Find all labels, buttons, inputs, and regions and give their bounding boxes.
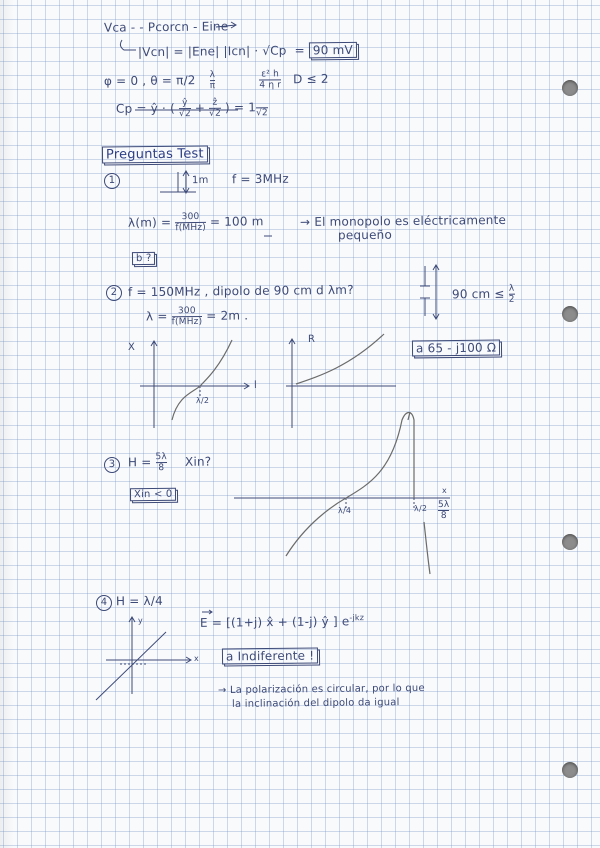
- graph2-y-label: R: [307, 333, 316, 346]
- note-line-3: φ = 0 , θ = π/2 $\frac{\lambda}{\pi}$ $\frac{\text{ε² h}}{\text{4 η r}}$ D ≤ 2: [103, 69, 329, 92]
- note-line-1: Vca - - Pcorcn - Eine: [103, 19, 229, 35]
- q4-efield: E = [(1+j) x̂ + (1-j) ŷ ] $e^{-jkz}$: [199, 613, 365, 630]
- q2-wavelength: λ = $\frac{300}{\text{f(MHz)}}$ = 2m .: [145, 306, 249, 328]
- q3-answer: Xin < 0: [130, 488, 177, 501]
- monopole-height: 1m: [191, 174, 209, 187]
- section-title: Preguntas Test: [102, 145, 208, 163]
- question-1-number: 1: [104, 172, 120, 189]
- note-line-4: Cp = ŷ · ( $\frac{ŷ}{√2}$ + $\frac{\text{ẑ}}{√2}$ ) = 1 √2: [115, 97, 269, 120]
- q1-frequency: f = 3MHz: [231, 171, 289, 187]
- q2-statement: f = 150MHz , dipolo de 90 cm d λm?: [127, 282, 354, 300]
- q4-remark: → La polarización es circular, por lo que: [217, 682, 425, 697]
- question-4-number: 4: [96, 594, 112, 611]
- q4-y-axis-label: y: [137, 615, 143, 626]
- q4-height: H = λ/4: [115, 593, 163, 609]
- q1-remark-2: pequeño: [337, 227, 393, 243]
- q1-wavelength: λ(m) = $\frac{300}{\text{f(MHz)}}$ = 100 m: [127, 211, 264, 234]
- result-box: 90 mV: [309, 42, 357, 59]
- question-3-number: 3: [104, 456, 120, 473]
- q2-length-condition: 90 cm ≤ $\frac{\lambda}{2}$: [451, 283, 515, 305]
- graph1-x-label: l: [253, 379, 258, 392]
- question-2-number: 2: [106, 284, 122, 301]
- q4-answer: a Indiferente !: [222, 647, 318, 664]
- q3-x-axis-label: x: [441, 485, 447, 496]
- q2-answer: a 65 - j100 Ω: [412, 340, 500, 357]
- graph1-tick: λ/2: [195, 395, 210, 406]
- q4-remark-2: la inclinación del dipolo da igual: [231, 697, 400, 710]
- q3-height: H = $\frac{5\lambda}{8}$ Xin?: [127, 452, 212, 474]
- q1-answer: b ?: [132, 252, 156, 265]
- graph1-y-label: X: [127, 341, 136, 354]
- tick-five-eighths: $\frac{5\lambda}{8}$: [437, 499, 450, 522]
- note-line-2: |Vcn| = |Ene| |Icn| · √Cp = 90 mV: [138, 43, 357, 59]
- q4-x-axis-label: x: [193, 653, 199, 664]
- q1-remark: → El monopolo es eléctricamente: [299, 212, 507, 230]
- tick-half-wave: λ/2: [413, 503, 428, 514]
- tick-quarter-wave: λ/4: [337, 505, 352, 516]
